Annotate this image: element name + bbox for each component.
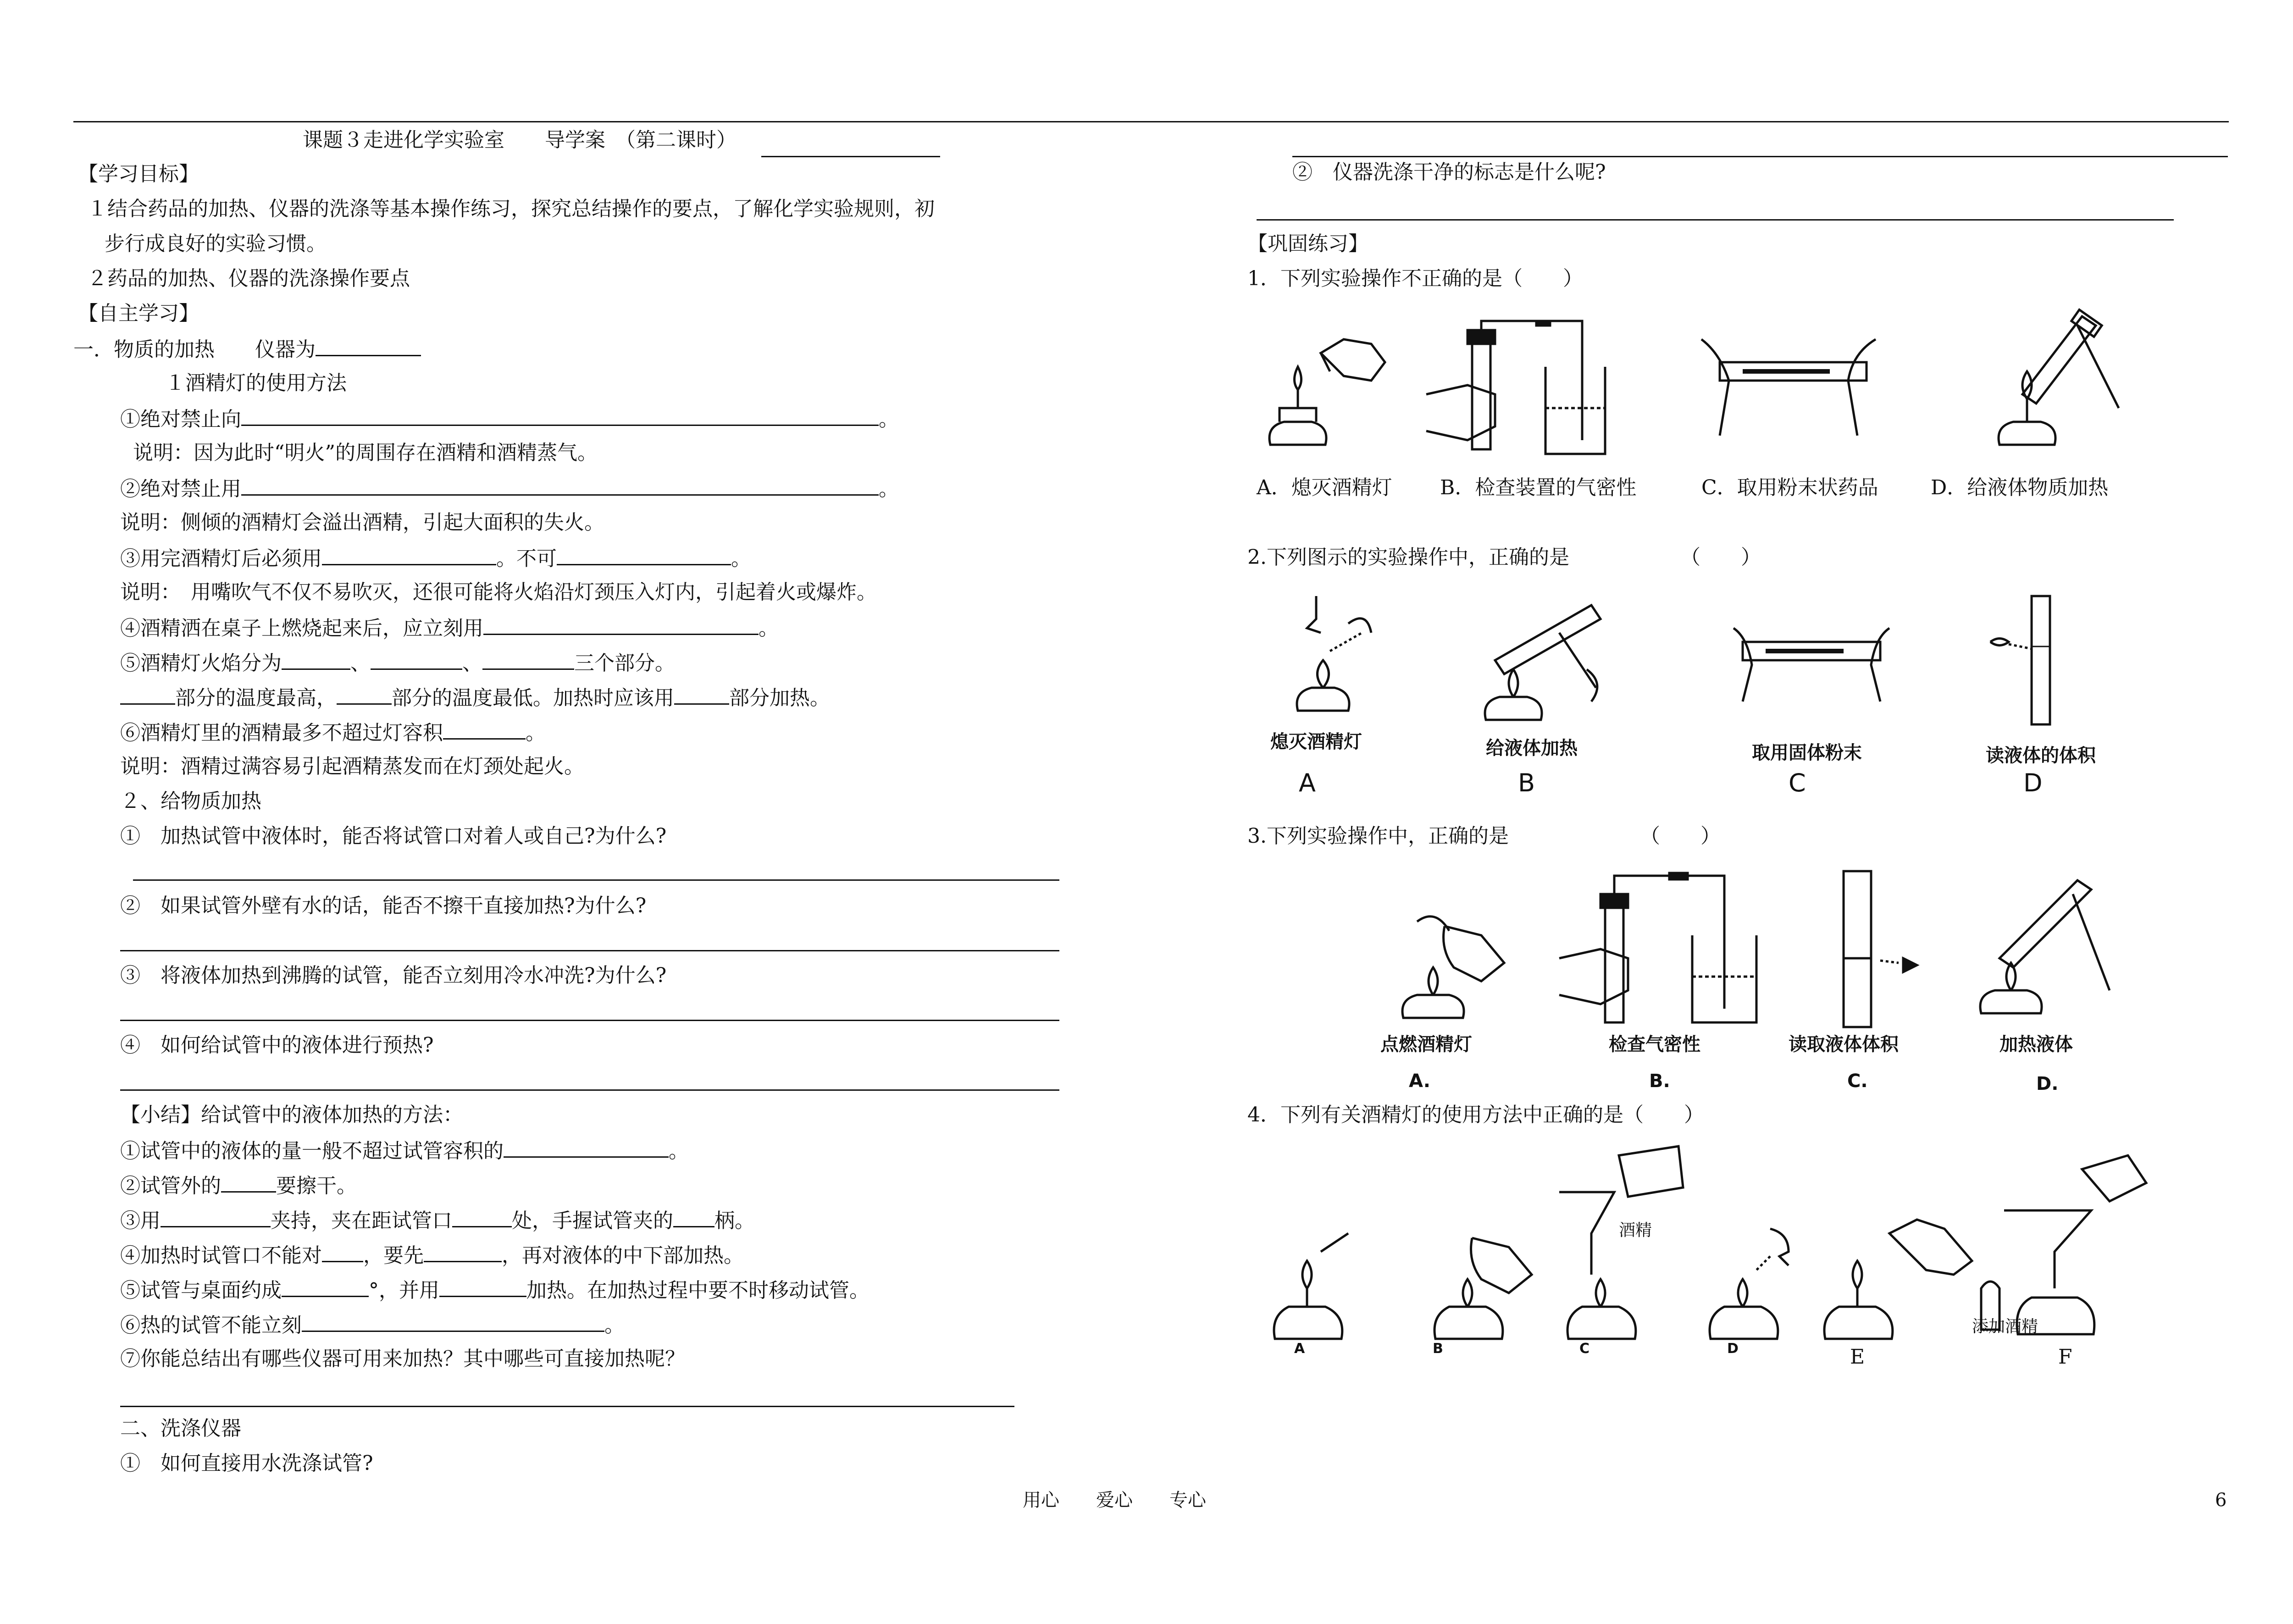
page-title: 课题３走进化学实验室 导学案 （第二课时） <box>303 128 737 152</box>
q3-option-letter-a: A. <box>1409 1071 1430 1092</box>
q3-caption-c: 读取液体体积 <box>1789 1034 1899 1055</box>
footer-motto: 用心 爱心 专心 <box>1023 1490 1206 1511</box>
answer-line[interactable] <box>120 1406 1014 1407</box>
answer-blank[interactable] <box>439 1276 526 1297</box>
subheading-heating: ２、给物质加热 <box>120 790 261 813</box>
summary-6: ⑥热的试管不能立刻 。 <box>120 1310 625 1339</box>
item-5-cont <box>120 683 830 712</box>
item-5: ⑤酒精灯火焰分为 、 、 三个部分。 <box>120 648 675 677</box>
practice-heading: 【巩固练习】 <box>1247 232 1368 255</box>
item-4: ④酒精洒在桌子上燃烧起来后，应立刻用 。 <box>120 613 779 642</box>
summary-5-text-c: 加热。在加热过程中要不时移动试管。 <box>526 1279 870 1302</box>
summary-5 <box>120 1276 870 1304</box>
summary-3-text-d: 柄。 <box>714 1209 755 1232</box>
item-3: ③用完酒精灯后必须用 。不可 。 <box>120 544 751 573</box>
answer-blank[interactable] <box>452 1206 512 1227</box>
q1-figure-b-airtightness <box>1422 316 1614 463</box>
question-3: ③ 将液体加热到沸腾的试管，能否立刻用冷水冲洗?为什么? <box>120 964 667 987</box>
q2-caption-a: 熄灭酒精灯 <box>1270 731 1362 752</box>
q3-caption-a: 点燃酒精灯 <box>1380 1034 1472 1055</box>
item-6: ⑥酒精灯里的酒精最多不超过灯容积 。 <box>120 718 546 747</box>
answer-blank[interactable] <box>282 1276 369 1297</box>
answer-blank[interactable] <box>221 1171 276 1193</box>
answer-blank[interactable] <box>443 718 526 740</box>
summary-2-text-a: ②试管外的 <box>120 1174 221 1198</box>
answer-blank[interactable] <box>424 1241 502 1262</box>
q4-option-letter-d: D <box>1727 1341 1739 1357</box>
summary-1: ①试管中的液体的量一般不超过试管容积的 。 <box>120 1136 689 1165</box>
answer-blank[interactable] <box>482 648 574 670</box>
summary-3 <box>120 1206 755 1235</box>
summary-1-text: ①试管中的液体的量一般不超过试管容积的 <box>120 1139 504 1163</box>
q2-option-letter-a: A <box>1299 768 1316 797</box>
summary-7: ⑦你能总结出有哪些仪器可用来加热？其中哪些可直接加热呢？ <box>120 1347 685 1370</box>
title-underline <box>761 156 940 157</box>
answer-blank[interactable] <box>282 648 350 670</box>
answer-blank[interactable] <box>337 683 392 705</box>
q1-caption-d: D．给液体物质加热 <box>1931 476 2109 499</box>
summary-3-text-a: ③用 <box>120 1209 161 1232</box>
practice-q1: 1．下列实验操作不正确的是（ ） <box>1247 267 1583 290</box>
answer-line[interactable] <box>120 950 1059 951</box>
item-5-text-d: 部分的温度最低。加热时应该用 <box>392 686 674 710</box>
q3-figure-b <box>1555 867 1766 1032</box>
q4-option-letter-c: C <box>1579 1341 1590 1357</box>
practice-q4: 4．下列有关酒精灯的使用方法中正确的是（ ） <box>1247 1103 1704 1127</box>
q4-label-alcohol: 酒精 <box>1619 1221 1652 1240</box>
item-2-text: ②绝对禁止用 <box>120 477 241 501</box>
q1-caption-b: B．检查装置的气密性 <box>1440 476 1637 499</box>
summary-4-text-b: ，要先 <box>363 1244 424 1267</box>
summary-heading: 【小结】给试管中的液体加热的方法： <box>120 1103 463 1127</box>
q1-figure-c-powder <box>1692 321 1885 445</box>
q4-label-add-alcohol: 添加酒精 <box>1972 1317 2038 1336</box>
summary-4 <box>120 1241 744 1270</box>
subheading-lamp-usage: １酒精灯的使用方法 <box>165 371 347 395</box>
self-study-heading: 【自主学习】 <box>78 302 199 325</box>
answer-blank[interactable] <box>120 683 175 705</box>
item-3-text-a: ③用完酒精灯后必须用 <box>120 547 322 570</box>
q4-figure-a <box>1266 1224 1353 1348</box>
section-1-heading <box>73 335 421 364</box>
answer-blank[interactable] <box>322 544 496 565</box>
q2-figure-a <box>1279 591 1380 724</box>
q4-option-letter-e: E <box>1850 1345 1865 1369</box>
answer-line[interactable] <box>1292 156 2228 157</box>
q2-caption-b: 给液体加热 <box>1486 738 1578 759</box>
answer-blank[interactable] <box>316 335 421 356</box>
item-2-note: 说明：侧倾的酒精灯会溢出酒精，引起大面积的失火。 <box>120 511 604 534</box>
answer-blank[interactable] <box>322 1241 363 1262</box>
answer-blank[interactable] <box>241 474 879 496</box>
q3-caption-b: 检查气密性 <box>1609 1034 1700 1055</box>
answer-blank[interactable] <box>371 648 462 670</box>
q4-option-letter-b: B <box>1433 1341 1443 1357</box>
q3-caption-d: 加热液体 <box>1999 1034 2073 1055</box>
item-3-note: 说明： 用嘴吹气不仅不易吹灭，还很可能将火焰沿灯颈压入灯内，引起着火或爆炸。 <box>120 580 877 604</box>
q1-caption-c: C．取用粉末状药品 <box>1701 476 1878 499</box>
item-6-note: 说明：酒精过满容易引起酒精蒸发而在灯颈处起火。 <box>120 755 584 778</box>
summary-3-text-b: 夹持，夹在距试管口 <box>271 1209 452 1232</box>
q2-figure-c <box>1724 610 1899 711</box>
q2-option-letter-b: B <box>1518 768 1535 797</box>
answer-line[interactable] <box>1257 219 2174 221</box>
q2-option-letter-c: C <box>1789 768 1806 797</box>
question-2: ② 如果试管外壁有水的话，能否不擦干直接加热?为什么? <box>120 894 647 917</box>
goals-heading: 【学习目标】 <box>78 162 199 186</box>
q4-figure-d <box>1701 1220 1811 1348</box>
q3-option-letter-b: B. <box>1649 1071 1670 1092</box>
item-1: ①绝对禁止向 。 <box>120 404 899 433</box>
q1-figure-d-heating-liquid <box>1963 307 2137 463</box>
q3-figure-c <box>1830 867 1940 1032</box>
q4-option-letter-f: F <box>2058 1345 2072 1369</box>
q1-caption-a: A．熄灭酒精灯 <box>1257 476 1392 499</box>
question-4: ④ 如何给试管中的液体进行预热? <box>120 1033 434 1057</box>
top-rule <box>73 121 2229 122</box>
practice-q2: 2.下列图示的实验操作中，正确的是 （ ） <box>1247 546 1761 569</box>
item-4-text: ④酒精洒在桌子上燃烧起来后，应立刻用 <box>120 617 483 640</box>
goal-1-line-b: 步行成良好的实验习惯。 <box>105 232 327 255</box>
q2-caption-d: 读液体的体积 <box>1986 745 2096 766</box>
section-1-text: 一．物质的加热 仪器为 <box>73 338 316 361</box>
q1-figure-a-extinguish-lamp <box>1252 312 1390 458</box>
answer-line[interactable] <box>120 1020 1059 1021</box>
answer-blank[interactable] <box>302 1310 604 1332</box>
summary-2 <box>120 1171 357 1200</box>
summary-5-text-a: ⑤试管与桌面约成 <box>120 1279 282 1302</box>
practice-q3: 3.下列实验操作中，正确的是 （ ） <box>1247 824 1721 848</box>
answer-blank[interactable] <box>483 613 759 635</box>
q3-figure-d <box>1963 871 2119 1027</box>
q2-figure-b <box>1468 596 1619 734</box>
q2-figure-d <box>1981 591 2073 729</box>
q2-option-letter-d: D <box>2023 768 2043 797</box>
summary-4-text-c: ，再对液体的中下部加热。 <box>502 1244 744 1267</box>
q4-figure-e <box>1816 1210 1981 1348</box>
q4-figure-b <box>1426 1210 1536 1348</box>
goal-1-line-a: １结合药品的加热、仪器的洗涤等基本操作练习，探究总结操作的要点，了解化学实验规则，初 <box>87 197 935 221</box>
item-5-text-e: 部分加热。 <box>729 686 830 710</box>
page-number: 6 <box>2215 1490 2227 1511</box>
goal-2: ２药品的加热、仪器的洗涤操作要点 <box>87 267 410 290</box>
q3-figure-a <box>1390 908 1518 1027</box>
question-1: ① 加热试管中液体时，能否将试管口对着人或自己?为什么? <box>120 824 667 848</box>
summary-3-text-c: 处，手握试管夹的 <box>512 1209 673 1232</box>
answer-blank[interactable] <box>241 404 879 426</box>
q3-option-letter-d: D. <box>2036 1073 2059 1094</box>
q3-option-letter-c: C. <box>1847 1071 1868 1092</box>
summary-6-text: ⑥热的试管不能立刻 <box>120 1314 302 1337</box>
answer-blank[interactable] <box>674 683 729 705</box>
answer-blank[interactable] <box>557 544 731 565</box>
answer-blank[interactable] <box>504 1136 669 1158</box>
q4-option-letter-a: A <box>1294 1341 1305 1357</box>
summary-5-text-b: °，并用 <box>369 1279 439 1302</box>
item-2: ②绝对禁止用 。 <box>120 474 899 503</box>
wash-question-1: ① 如何直接用水洗涤试管? <box>120 1452 373 1475</box>
summary-2-text-b: 要擦干。 <box>276 1174 357 1198</box>
answer-blank[interactable] <box>161 1206 271 1227</box>
section-2-heading: 二、洗涤仪器 <box>120 1417 241 1440</box>
item-1-text: ①绝对禁止向 <box>120 408 241 431</box>
item-5-text-a: ⑤酒精灯火焰分为 <box>120 652 282 675</box>
answer-line[interactable] <box>120 1089 1059 1091</box>
wash-question-2: ② 仪器洗涤干净的标志是什么呢? <box>1292 160 1606 184</box>
answer-line[interactable] <box>133 879 1059 881</box>
item-6-text: ⑥酒精灯里的酒精最多不超过灯容积 <box>120 721 443 745</box>
item-1-note: 说明：因为此时“明火”的周围存在酒精和酒精蒸气。 <box>133 441 598 464</box>
item-5-text-b: 三个部分。 <box>574 652 675 675</box>
item-3-text-b: 。不可 <box>496 547 557 570</box>
answer-blank[interactable] <box>673 1206 714 1227</box>
summary-4-text-a: ④加热时试管口不能对 <box>120 1244 322 1267</box>
q2-caption-c: 取用固体粉末 <box>1752 742 1862 763</box>
item-5-text-c: 部分的温度最高， <box>175 686 337 710</box>
